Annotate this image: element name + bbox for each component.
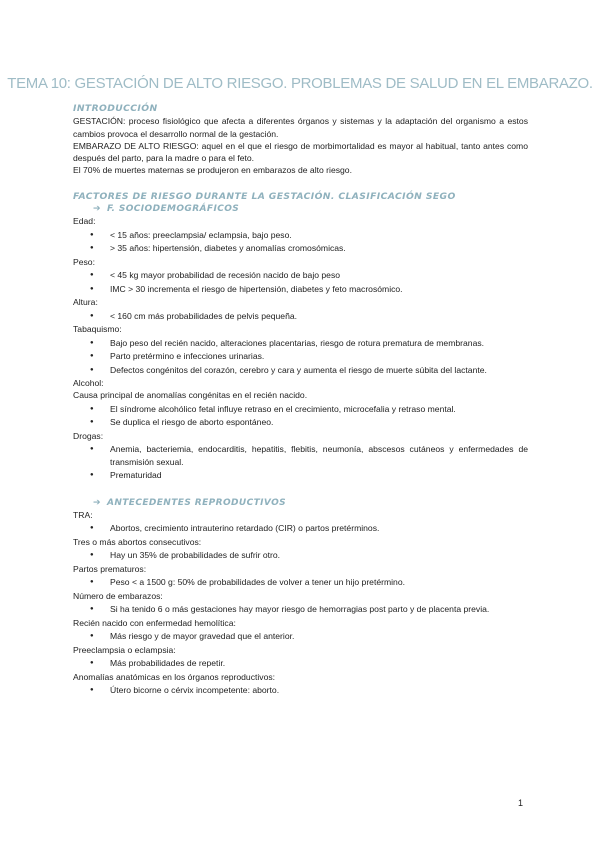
- list-altura: [73, 310, 528, 322]
- arrow-icon: ➔: [93, 497, 101, 508]
- subsection-heading-antecedentes: ➔ ANTECEDENTES REPRODUCTIVOS: [93, 497, 287, 508]
- document-body: [73, 103, 528, 698]
- list-item: ● Más riesgo y de mayor gravedad que el anterior.: [73, 630, 528, 642]
- intro-paragraph-muertes-maternas: El 70% de muertes maternas se produjeron en embarazos de alto riesgo.: [73, 165, 352, 176]
- list-alcohol: [73, 403, 528, 429]
- label-abortos: Tres o más abortos consecutivos:: [73, 536, 202, 547]
- page-number: 1: [517, 798, 523, 808]
- list-tabaquismo: [73, 337, 528, 376]
- label-altura: Altura:: [73, 297, 98, 308]
- list-numero-embarazos: [73, 603, 528, 615]
- list-item: ● Más probabilidades de repetir.: [73, 657, 528, 669]
- list-item: ● Defectos congénitos del corazón, cerebro y cara y aumenta el riesgo de muerte súbita del lactante.: [73, 364, 528, 376]
- label-anomalias: Anomalías anatómicas en los órganos reproductivos:: [73, 671, 276, 682]
- list-item: ● Bajo peso del recién nacido, alteraciones placentarias, riesgo de rotura prematura de membranas.: [73, 337, 528, 349]
- list-item: ● Parto pretérmino e infecciones urinarias.: [73, 350, 528, 362]
- list-peso: [73, 269, 528, 295]
- intro-paragraph-embarazo-alto-riesgo: EMBARAZO DE ALTO RIESGO: aquel en el que el riesgo de morbimortalidad es mayor al habitual, tanto antes como después del parto, para la madre o para el feto.: [73, 140, 528, 164]
- list-item: ● Si ha tenido 6 o más gestaciones hay mayor riesgo de hemorragias post parto y de placenta previa.: [73, 603, 528, 615]
- list-item: ● Útero bicorne o cérvix incompetente: aborto.: [73, 684, 528, 696]
- list-partos-prematuros: [73, 576, 528, 588]
- list-item: ● < 160 cm más probabilidades de pelvis pequeña.: [73, 310, 528, 322]
- section-heading-factores: FACTORES DE RIESGO DURANTE LA GESTACIÓN. CLASIFICACIÓN SEGO: [73, 190, 456, 202]
- list-item: ● Prematuridad: [73, 469, 528, 481]
- label-tra: TRA:: [73, 509, 93, 520]
- label-alcohol: Alcohol:: [73, 378, 104, 389]
- label-peso: Peso:: [73, 256, 95, 267]
- list-anomalias: [73, 684, 528, 696]
- section-heading-introduccion: INTRODUCCIÓN: [73, 103, 158, 114]
- list-edad: [73, 229, 528, 255]
- list-item: ● < 15 años: preeclampsia/ eclampsia, bajo peso.: [73, 229, 528, 241]
- label-partos-prematuros: Partos prematuros:: [73, 563, 147, 574]
- alcohol-text: Causa principal de anomalías congénitas en el recién nacido.: [73, 390, 308, 401]
- document-title: TEMA 10: GESTACIÓN DE ALTO RIESGO. PROBLEMAS DE SALUD EN EL EMBARAZO.: [7, 75, 593, 92]
- list-item: ● Se duplica el riesgo de aborto espontáneo.: [73, 416, 528, 428]
- list-item: ● Hay un 35% de probabilidades de sufrir otro.: [73, 549, 528, 561]
- label-preeclampsia: Preeclampsia o eclampsia:: [73, 644, 176, 655]
- label-drogas: Drogas:: [73, 430, 104, 441]
- list-item: ● Anemia, bacteriemia, endocarditis, hepatitis, flebitis, neumonía, abscesos cutáneos y enfermedades de transmisión sexual.: [73, 443, 528, 468]
- label-edad: Edad:: [73, 216, 96, 227]
- list-item: ● El síndrome alcohólico fetal influye retraso en el crecimiento, microcefalia y retraso mental.: [73, 403, 528, 415]
- list-item: ● Peso < a 1500 g: 50% de probabilidades de volver a tener un hijo pretérmino.: [73, 576, 528, 588]
- list-preeclampsia: [73, 657, 528, 669]
- list-abortos: [73, 549, 528, 561]
- arrow-icon: ➔: [93, 204, 101, 215]
- list-item: ● IMC > 30 incrementa el riesgo de hipertensión, diabetes y feto macrosómico.: [73, 283, 528, 295]
- list-item: ● > 35 años: hipertensión, diabetes y anomalías cromosómicas.: [73, 242, 528, 254]
- intro-paragraph-gestacion: GESTACIÓN: proceso fisiológico que afecta a diferentes órganos y sistemas y la adaptación del organismo a estos cambios provoca el desarrollo normal de la gestación.: [73, 116, 528, 139]
- list-drogas: [73, 443, 528, 481]
- label-recien-nacido: Recién nacido con enfermedad hemolítica:: [73, 617, 236, 628]
- label-numero-embarazos: Número de embarazos:: [73, 590, 163, 601]
- subsection-heading-sociodemograficos: ➔ F. SOCIODEMOGRÁFICOS: [93, 204, 240, 215]
- list-tra: [73, 522, 528, 534]
- list-item: ● Abortos, crecimiento intrauterino retardado (CIR) o partos pretérminos.: [73, 522, 528, 534]
- label-tabaquismo: Tabaquismo:: [73, 324, 122, 335]
- list-recien-nacido: [73, 630, 528, 642]
- list-item: ● < 45 kg mayor probabilidad de recesión nacido de bajo peso: [73, 269, 528, 281]
